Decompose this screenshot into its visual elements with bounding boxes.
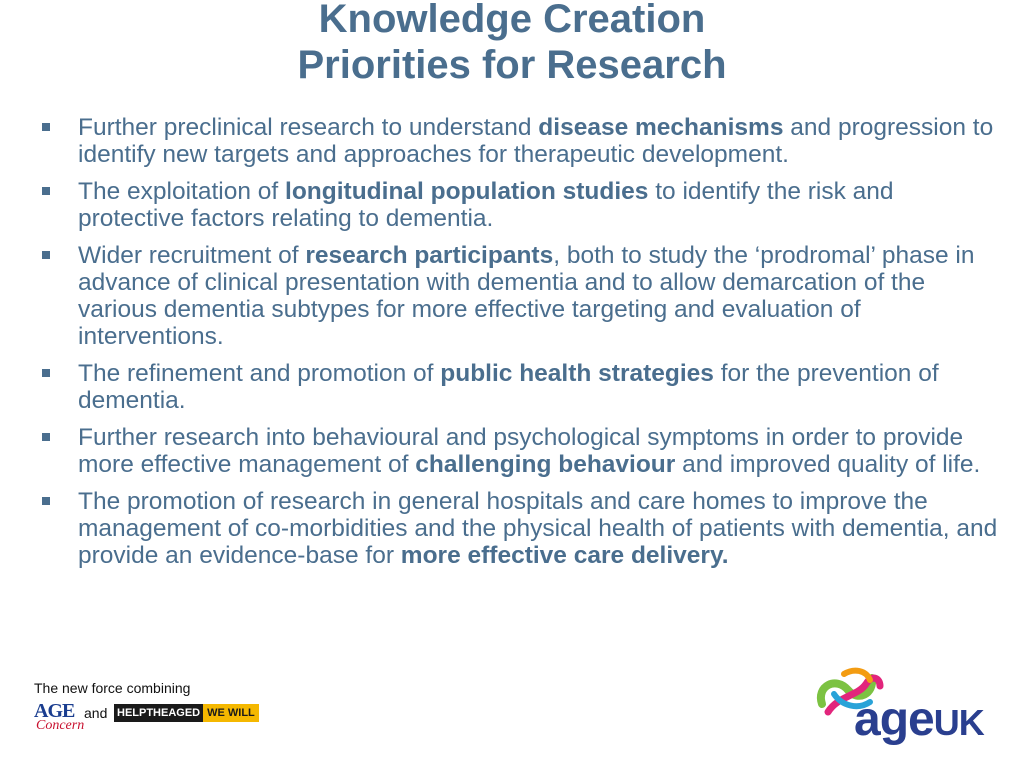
bullet-text-before: Further research into behavioural and psychological symptoms in order to provide more effective management of [78, 424, 964, 478]
bullet-text-after: for the prevention of dementia. [78, 360, 939, 414]
help-the-aged-logo [114, 704, 259, 722]
list-item [40, 242, 1000, 350]
bullet-text-before: The promotion of research in general hospitals and care homes to improve the management of co-morbidities and the physical health of patients with dementia, and provide an evidence-base for [78, 488, 998, 569]
bullet-text-bold: disease mechanisms [538, 114, 784, 141]
list-item [40, 424, 1000, 478]
bullet-text-after: to identify the risk and protective factors relating to dementia. [78, 178, 894, 232]
bullet-text-bold: longitudinal population studies [285, 178, 649, 205]
and-text: and [84, 705, 108, 721]
bullet-text-after: , both to study the ‘prodromal’ phase in advance of clinical presentation with dementia and to allow demarcation of the various dementia subtypes for more effective targeting and evaluation of interventions. [78, 242, 975, 350]
age-concern-age-text: AGE [34, 700, 75, 722]
age-uk-age-text: age [854, 693, 934, 746]
square-bullet-icon [42, 123, 50, 131]
bullet-text-before: Further preclinical research to understand [78, 114, 539, 141]
bullet-text-before: Wider recruitment of [78, 242, 306, 269]
square-bullet-icon [42, 497, 50, 505]
bullet-text-bold: more effective care delivery. [400, 542, 729, 569]
priority-list [40, 114, 1000, 579]
we-will-text: WE WILL [203, 704, 259, 722]
square-bullet-icon [42, 433, 50, 441]
age-uk-logo [814, 664, 994, 754]
bullet-text-bold: research participants [305, 242, 554, 269]
bullet-text-before: The exploitation of [78, 178, 286, 205]
merger-tagline: The new force combining [34, 680, 191, 696]
square-bullet-icon [42, 187, 50, 195]
title-line-1: Knowledge Creation [318, 0, 706, 41]
bullet-text-before: The refinement and promotion of [78, 360, 441, 387]
bullet-text-bold: public health strategies [440, 360, 714, 387]
help-the-aged-text: HELPTHEAGED [114, 704, 203, 722]
bullet-text-after: and progression to identify new targets and approaches for therapeutic development. [78, 114, 994, 168]
age-uk-wordmark [854, 692, 984, 747]
title-line-2: Priorities for Research [297, 43, 727, 87]
list-item [40, 114, 1000, 168]
square-bullet-icon [42, 251, 50, 259]
age-uk-uk-text: UK [933, 702, 984, 743]
list-item [40, 178, 1000, 232]
bullet-text-bold: challenging behaviour [415, 451, 676, 478]
slide-title [0, 0, 1024, 88]
square-bullet-icon [42, 369, 50, 377]
merger-footer [34, 680, 274, 740]
list-item [40, 360, 1000, 414]
age-concern-logo [34, 698, 85, 738]
bullet-text-after: and improved quality of life. [675, 451, 981, 478]
age-concern-concern-text: Concern [36, 718, 85, 733]
list-item [40, 488, 1000, 569]
